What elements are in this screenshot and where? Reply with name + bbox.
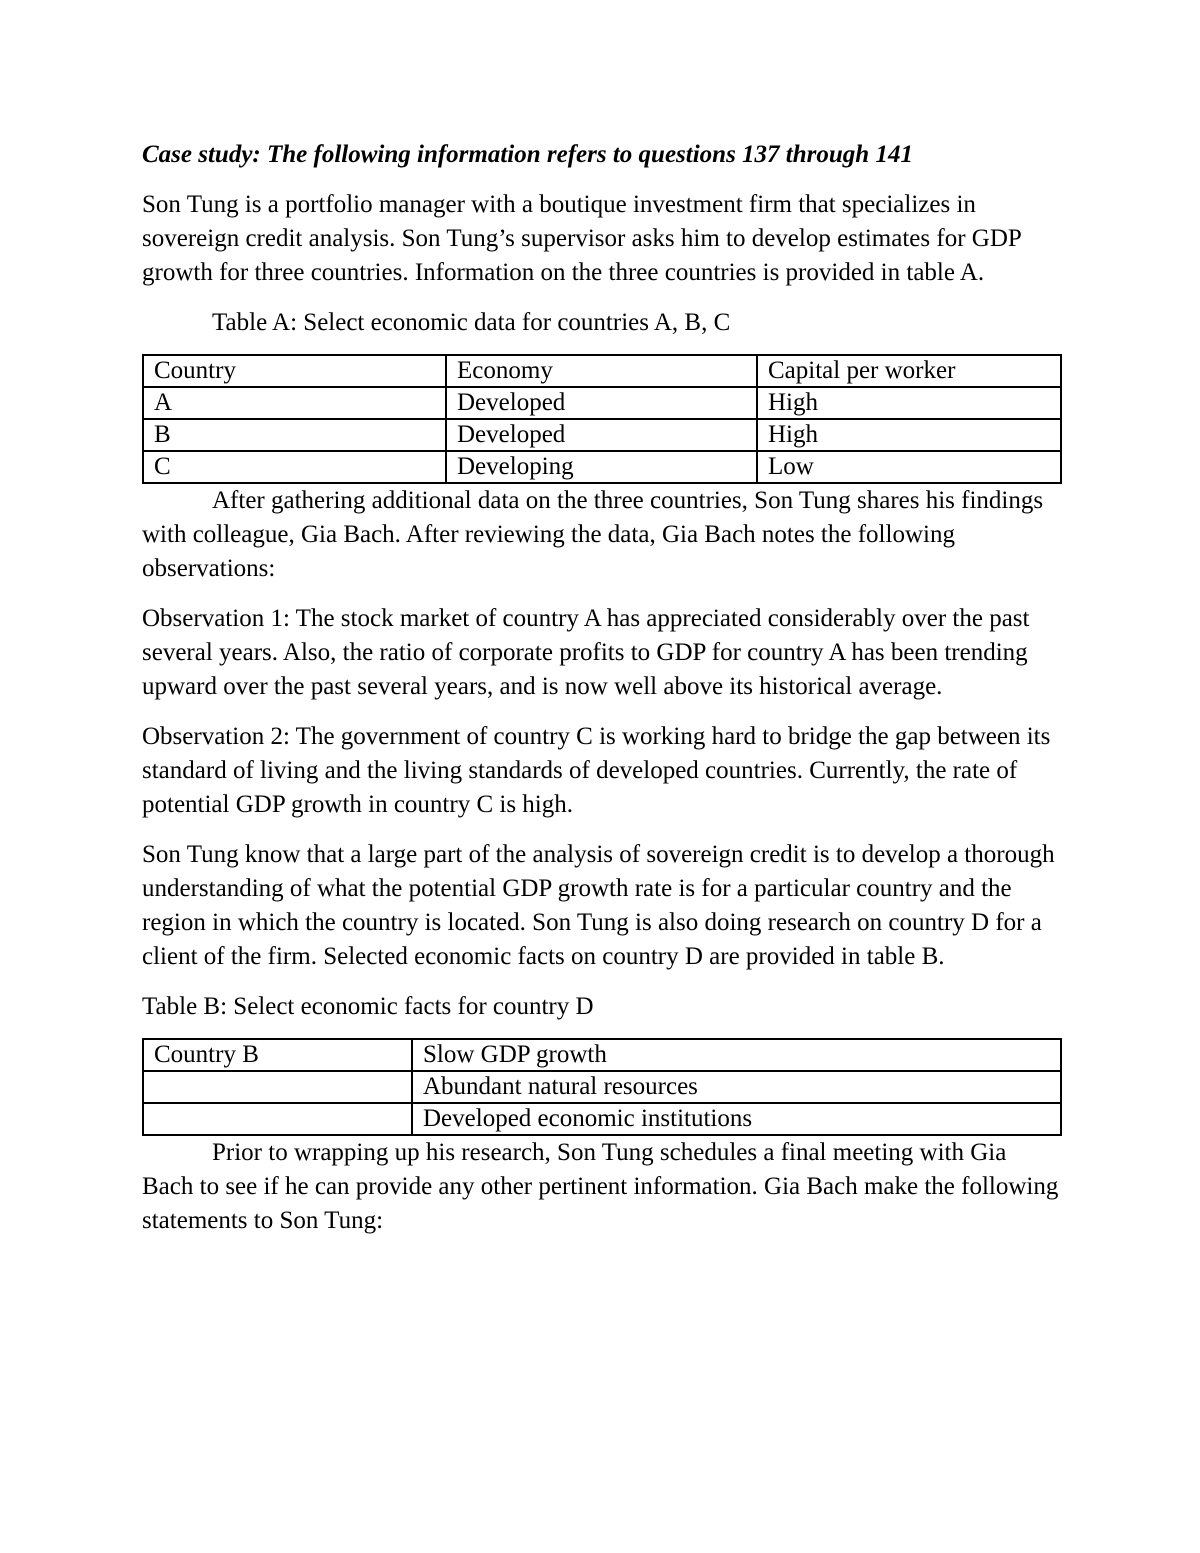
table-cell: A	[143, 387, 446, 419]
table-header-cell: Country	[143, 355, 446, 387]
case-study-heading: Case study: The following information refers to questions 137 through 141	[142, 141, 913, 168]
table-a-caption: Table A: Select economic data for countries A, B, C	[212, 309, 731, 336]
table-cell: Developed economic institutions	[412, 1103, 1061, 1135]
table-cell: High	[757, 419, 1061, 451]
table-b	[142, 1038, 1062, 1136]
table-row	[143, 387, 1061, 419]
document-page	[142, 138, 1060, 1238]
table-cell: Low	[757, 451, 1061, 483]
table-row	[143, 1039, 1061, 1071]
table-row	[143, 419, 1061, 451]
table-cell: Developed	[446, 419, 757, 451]
table-row	[143, 451, 1061, 483]
table-a	[142, 354, 1062, 484]
table-cell: Slow GDP growth	[412, 1039, 1061, 1071]
table-cell: High	[757, 387, 1061, 419]
table-cell: Developing	[446, 451, 757, 483]
closing-paragraph: Prior to wrapping up his research, Son Tung schedules a final meeting with Gia Bach to see if he can provide any other pertinent information. Gia Bach make the following statements to Son Tung:	[142, 1139, 1059, 1234]
table-cell: Developed	[446, 387, 757, 419]
intro-paragraph: Son Tung is a portfolio manager with a boutique investment firm that specializes in sovereign credit analysis. Son Tung’s supervisor asks him to develop estimates for GDP growth for three countries. Information on the three countries is provided in table A.	[142, 191, 1021, 286]
table-header-row	[143, 355, 1061, 387]
observation-1: Observation 1: The stock market of country A has appreciated considerably over the past several years. Also, the ratio of corporate profits to GDP for country A has been trending upward over the past several years, and is now well above its historical average.	[142, 605, 1030, 700]
table-cell	[143, 1071, 412, 1103]
after-table-a-paragraph: After gathering additional data on the three countries, Son Tung shares his findings with colleague, Gia Bach. After reviewing the data, Gia Bach notes the following observations:	[142, 487, 1044, 582]
table-b-caption: Table B: Select economic facts for country D	[142, 993, 594, 1020]
table-row	[143, 1103, 1061, 1135]
analysis-paragraph: Son Tung know that a large part of the analysis of sovereign credit is to develop a thorough understanding of what the potential GDP growth rate is for a particular country and the region in which the country is located. Son Tung is also doing research on country D for a client of the firm. Selected economic facts on country D are provided in table B.	[142, 841, 1055, 970]
observation-2: Observation 2: The government of country C is working hard to bridge the gap between its standard of living and the living standards of developed countries. Currently, the rate of potential GDP growth in country C is high.	[142, 723, 1051, 818]
table-cell: B	[143, 419, 446, 451]
table-row	[143, 1071, 1061, 1103]
table-header-cell: Economy	[446, 355, 757, 387]
table-cell: Country B	[143, 1039, 412, 1071]
table-cell	[143, 1103, 412, 1135]
table-cell: C	[143, 451, 446, 483]
table-header-cell: Capital per worker	[757, 355, 1061, 387]
table-cell: Abundant natural resources	[412, 1071, 1061, 1103]
